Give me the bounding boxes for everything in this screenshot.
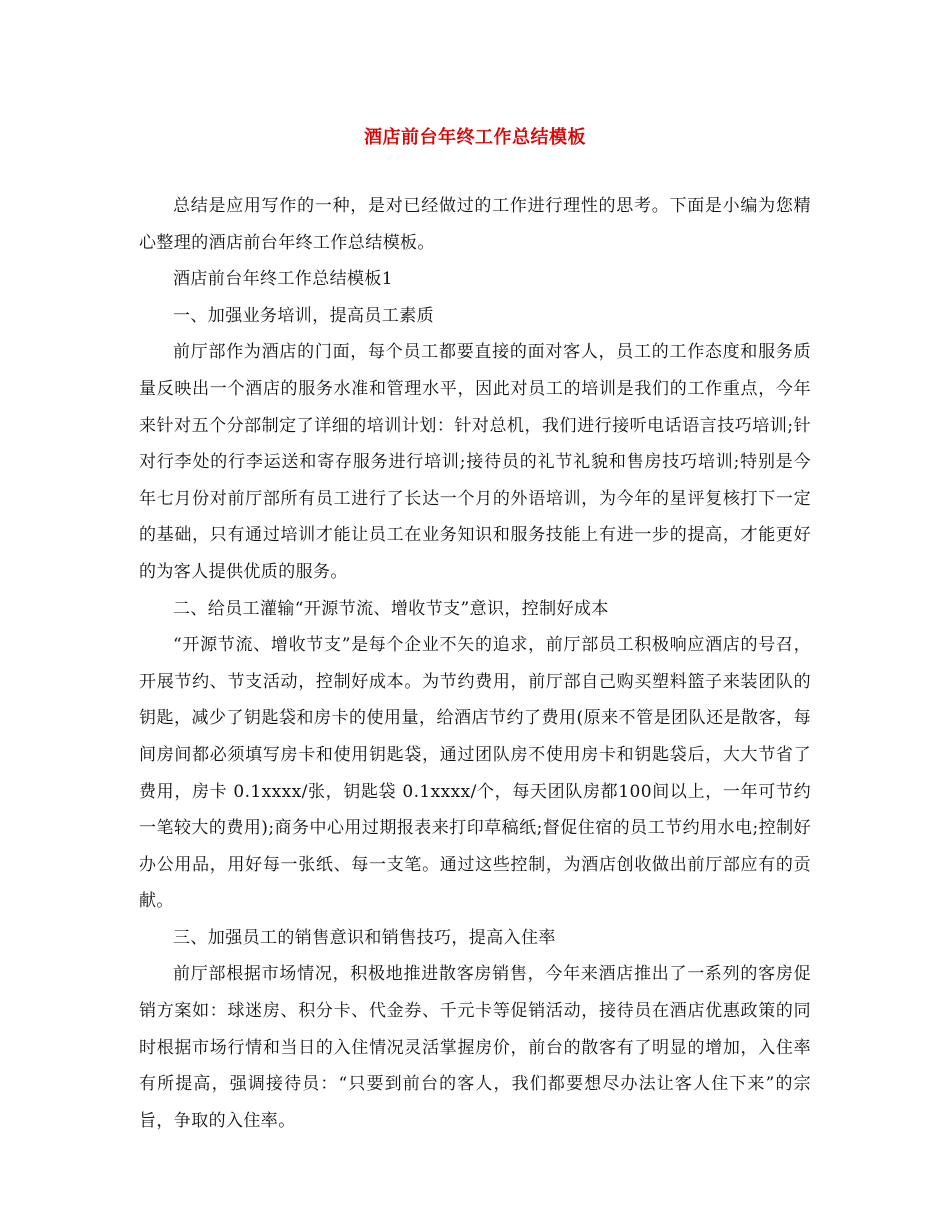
template-heading: 酒店前台年终工作总结模板1	[173, 269, 394, 290]
section-heading-3: 三、加强员工的销售意识和销售技巧，提高入住率	[173, 927, 556, 948]
section-body-2: “开源节流、增收节支”是每个企业不矢的追求，前厅部员工积极响应酒店的号召，开展节约、节支活动，控制好成本。为节约费用，前厅部自己购买塑料篮子来装团队的钥匙，减少了钥匙袋和房卡的使用量，给酒店节约了费用(原来不管是团队还是散客，每间房间都必须填写房卡和使用钥匙袋，通过团队房不使用房卡和钥匙袋后，大大节省了费用，房卡 0.1xxxx/张，钥匙袋 0.1xxxx/个，每天团队房都100间以上，一年可节约一笔较大的费用);商务中心用过期报表来打印草稿纸;督促住宿的员工节约用水电;控制好办公用品，用好每一张纸、每一支笔。通过这些控制，为酒店创收做出前厅部应有的贡献。	[139, 635, 811, 912]
section-heading-1: 一、加强业务培训，提高员工素质	[173, 305, 434, 326]
intro-paragraph: 总结是应用写作的一种，是对已经做过的工作进行理性的思考。下面是小编为您精心整理的酒店前台年终工作总结模板。	[139, 196, 811, 253]
section-body-1: 前厅部作为酒店的门面，每个员工都要直接的面对客人，员工的工作态度和服务质量反映出一个酒店的服务水准和管理水平，因此对员工的培训是我们的工作重点，今年来针对五个分部制定了详细的培训计划：针对总机，我们进行接听电话语言技巧培训;针对行李处的行李运送和寄存服务进行培训;接待员的礼节礼貌和售房技巧培训;特别是今年七月份对前厅部所有员工进行了长达一个月的外语培训，为今年的星评复核打下一定的基础，只有通过培训才能让员工在业务知识和服务技能上有进一步的提高，才能更好的为客人提供优质的服务。	[139, 342, 811, 582]
section-heading-2: 二、给员工灌输“开源节流、增收节支”意识，控制好成本	[173, 598, 609, 619]
document-title: 酒店前台年终工作总结模板	[364, 127, 586, 148]
section-body-3: 前厅部根据市场情况，积极地推进散客房销售，今年来酒店推出了一系列的客房促销方案如：球迷房、积分卡、代金券、千元卡等促销活动，接待员在酒店优惠政策的同时根据市场行情和当日的入住情况灵活掌握房价，前台的散客有了明显的增加，入住率有所提高，强调接待员：“只要到前台的客人，我们都要想尽办法让客人住下来”的宗旨，争取的入住率。	[139, 964, 811, 1131]
document-body	[139, 188, 811, 1139]
